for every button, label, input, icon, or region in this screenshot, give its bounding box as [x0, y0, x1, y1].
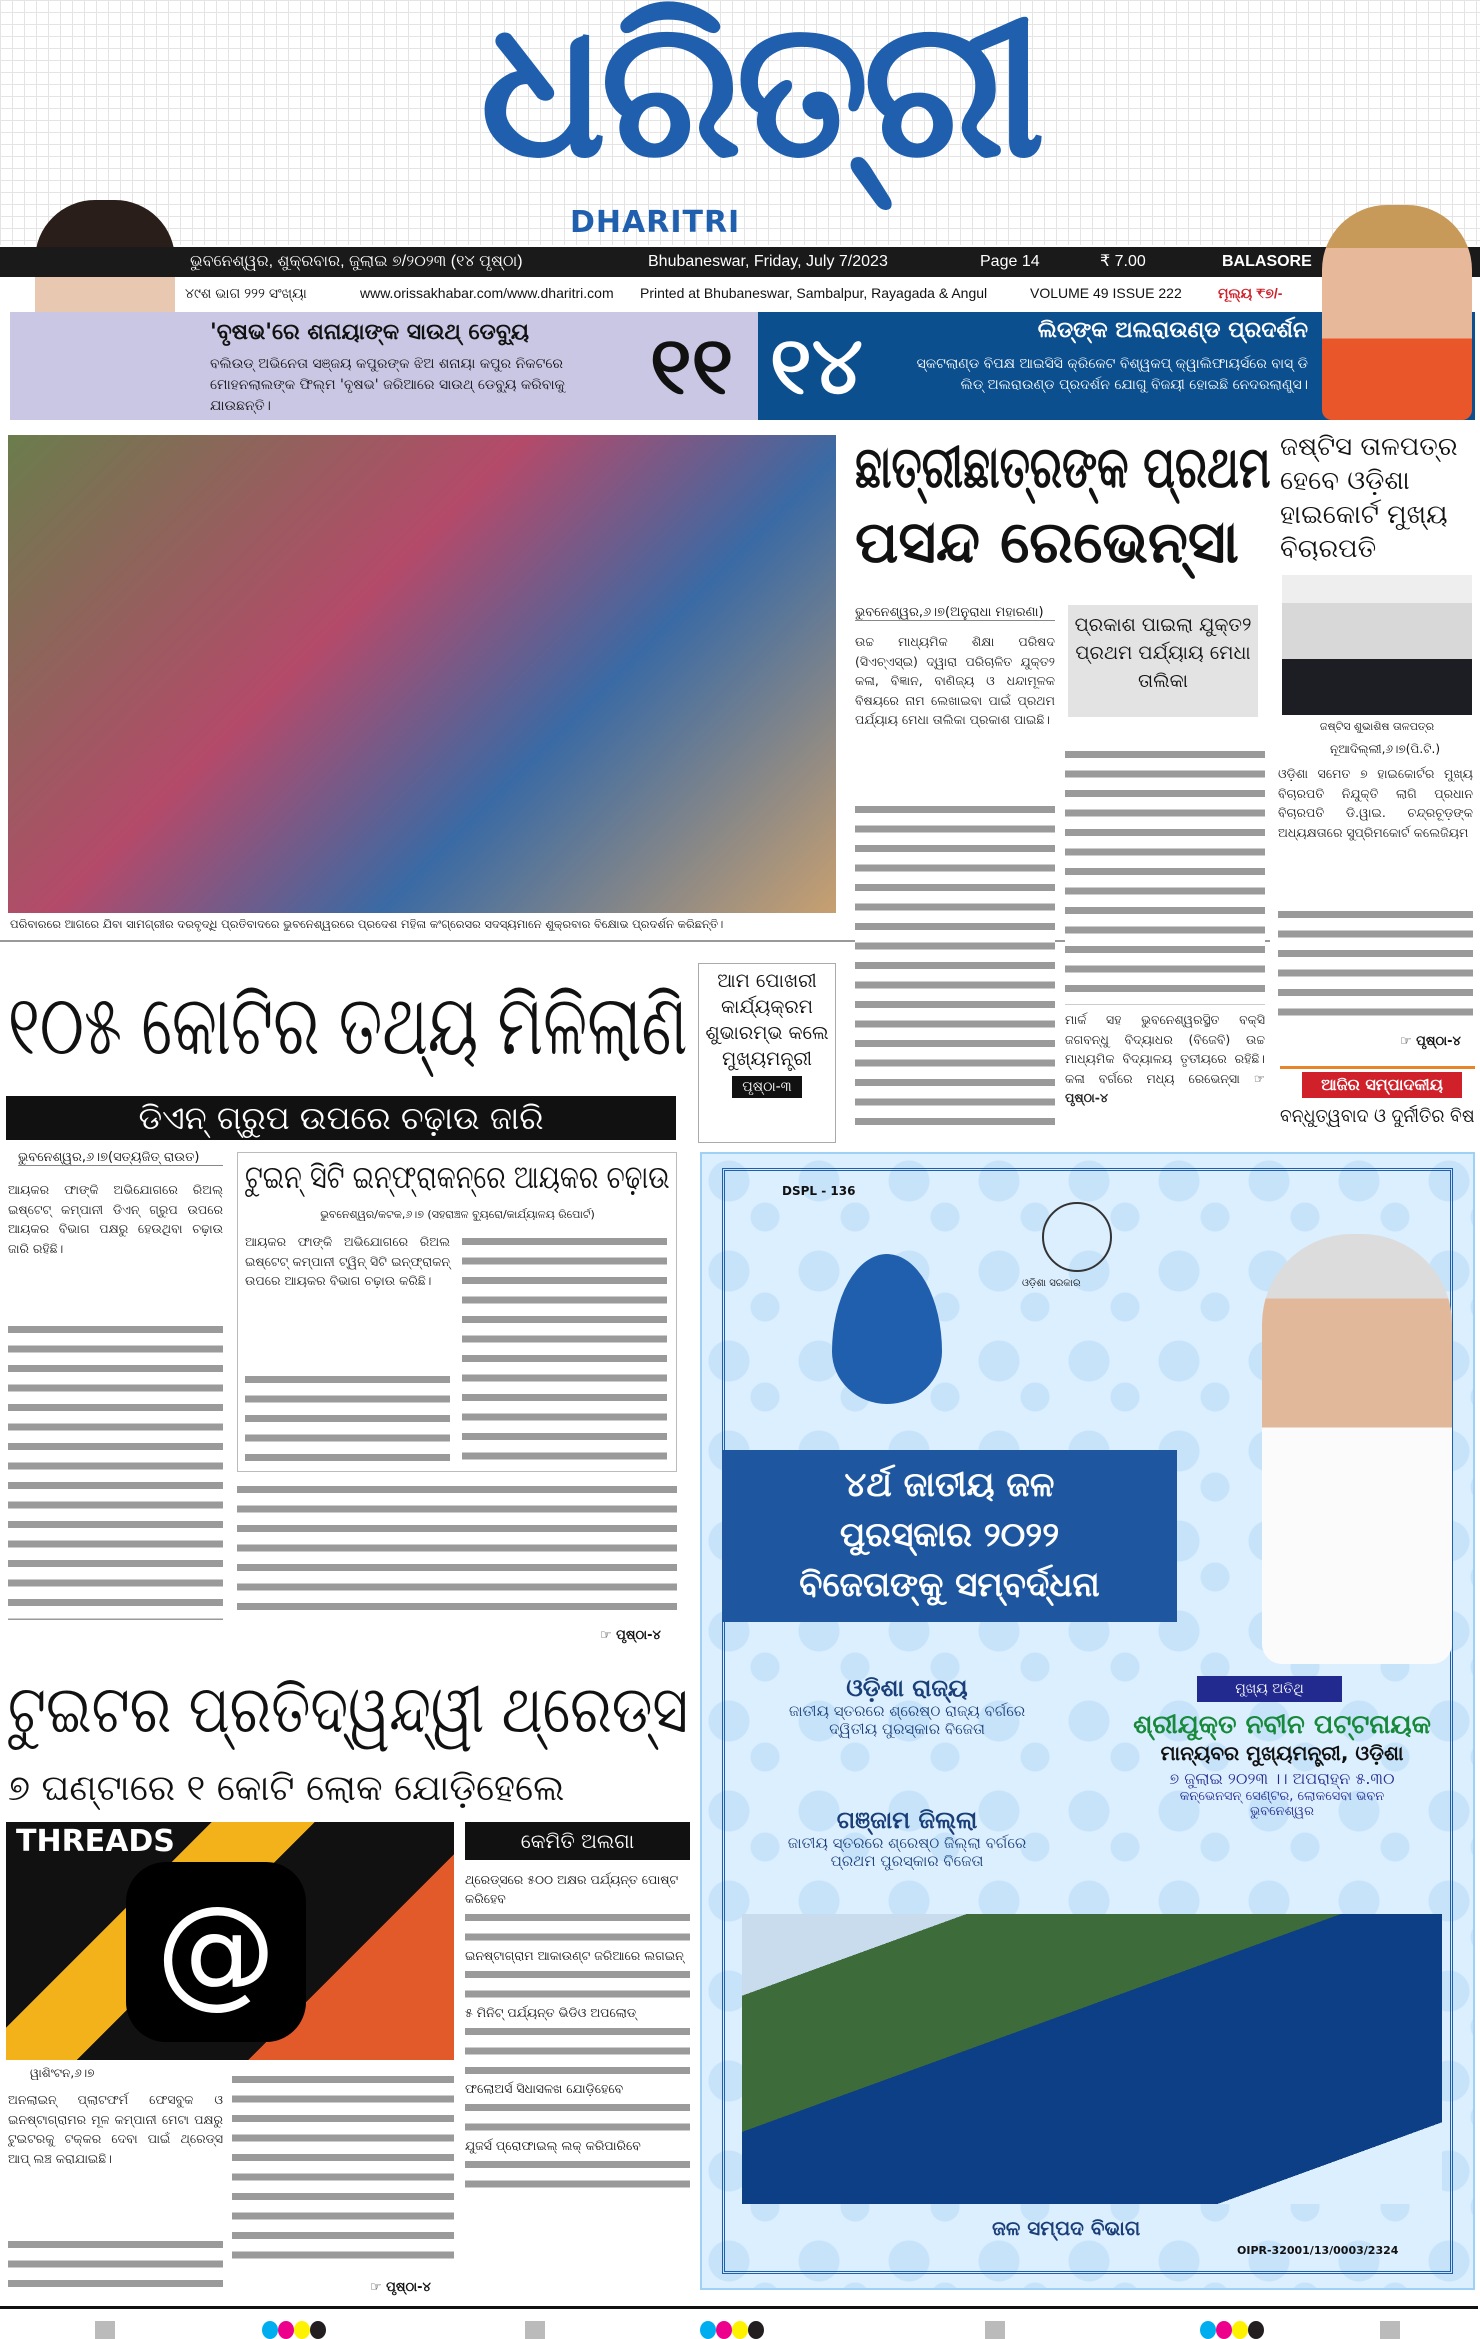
threads-byline: ୱାଶିଂଟନ,୬।୭ — [30, 2066, 95, 2080]
justice-text-cont — [1278, 905, 1473, 1025]
black-dot — [748, 2321, 764, 2339]
printed-at: Printed at Bhubaneswar, Sambalpur, Rayagada & Angul — [640, 285, 988, 301]
lead-text: ଉଚ୍ଚ ମାଧ୍ୟମିକ ଶିକ୍ଷା ପରିଷଦ (ସିଏଚ୍‌ଏସ୍‌ଇ) ଦ୍ୱାରା ପରିଚାଳିତ ଯୁକ୍ତ୨ କଳା, ବିଜ୍ଞାନ, ବାଣିଜ୍ୟ ଓ ଧନ୍ଦାମୂଳକ ବିଷୟରେ ନାମ ଲେଖାଇବା ପାଇଁ ପ୍ରଥମ ପର୍ଯ୍ୟାୟ ମେଧା ତାଲିକା ପ୍ରକାଶ ପାଇଛି। — [855, 634, 1055, 727]
threads-jump-link[interactable]: ☞ ପୃଷ୍ଠା-୪ — [370, 2280, 431, 2295]
sub-text: ଆୟକର ଫାଙ୍କି ଅଭିଯୋଗରେ ରିଅଲ ଇଷ୍ଟେଟ୍ କମ୍ପାନୀ ଟ୍ୱିନ୍ ସିଟି ଇନ୍‌ଫ୍ରାକନ୍ ଉପରେ ଆୟକର ବିଭାଗ ଚଢ଼ାଉ କରିଛି। — [245, 1234, 450, 1288]
threads-bullets: ଥ୍ରେଡ୍ସରେ ୫୦୦ ଅକ୍ଷର ପର୍ଯ୍ୟନ୍ତ ପୋଷ୍ଟ କରିହେବ ଇନଷ୍ଟାଗ୍ରାମ ଆକାଉଣ୍ଟ ଜରିଆରେ ଲଗଇନ୍ ୫ ମିନିଟ୍ ପର୍ଯ୍ୟନ୍ତ ଭିଡିଓ ଅପଲୋଡ୍ ଫଲୋଅର୍ସ ସିଧାସଳଖ ଯୋଡ଼ିହେବେ ଯୁଜର୍ସ ପ୍ରୋଫାଇଲ୍ ଲକ୍ କରିପାରିବେ — [465, 1870, 690, 2193]
justice-photo — [1282, 575, 1472, 715]
side-box-page[interactable]: ପୃଷ୍ଠା-୩ — [732, 1076, 802, 1098]
logo: ଧରିତ୍ରୀ — [480, 0, 1040, 200]
black-dot — [310, 2321, 326, 2339]
banner-left-title: 'ବୃଷଭ'ରେ ଶନାୟାଙ୍କ ସାଉଥ୍ ଡେବ୍ୟୁ — [210, 320, 530, 345]
justice-headline: ଜଷ୍ଟିସ ତାଳପତ୍ର ହେବେ ଓଡ଼ିଶା ହାଇକୋର୍ଟ ମୁଖ୍ୟ ବିଚାରପତି — [1280, 432, 1458, 564]
photo-caption: ପରିବାରରେ ଆଗରେ ଯିବା ସାମଗ୍ରୀର ଦରବୃଦ୍ଧି ପ୍ରତିବାଦରେ ଭୁବନେଶ୍ୱରରେ ପ୍ରଦେଶ ମହିଳା କଂଗ୍ରେସର ସଦସ୍ୟମାନେ ଶୁକ୍ରବାର ବିକ୍ଷୋଭ ପ୍ରଦର୍ଶନ କରିଛନ୍ତି। — [10, 917, 724, 931]
yellow-dot — [1232, 2321, 1248, 2339]
odia-date: ଭୁବନେଶ୍ୱର, ଶୁକ୍ରବାର, ଜୁଲାଇ ୭/୨୦୨୩ (୧୪ ପୃଷ୍ଠା) — [190, 253, 523, 270]
threads-logo-icon: @ — [126, 1862, 306, 2042]
side-box[interactable]: ଆମ ପୋଖରୀ କାର୍ଯ୍ୟକ୍ରମ ଶୁଭାରମ୍ଭ କଲେ ମୁଖ୍ୟମନ୍ତ୍ରୀ ପୃଷ୍ଠା-୩ — [698, 963, 836, 1143]
second-text-cont — [8, 1320, 223, 1620]
editorial-title[interactable]: ବନ୍ଧୁତ୍ୱବାଦ ଓ ଦୁର୍ନୀତିର ବିଷ — [1280, 1105, 1475, 1127]
odisha-emblem — [1042, 1202, 1112, 1272]
justice-text: ଓଡ଼ିଶା ସମେତ ୭ ହାଇକୋର୍ଟର ମୁଖ୍ୟ ବିଚାରପତି ନିଯୁକ୍ତି ଲାଗି ପ୍ରଧାନ ବିଚାରପତି ଡି.ୱାଇ. ଚନ୍ଦ୍ରଚୂଡ଼ଙ୍କ ଅଧ୍ୟକ୍ଷତାରେ ସୁପ୍ରିମକୋର୍ଟ କଲେଜିୟମ — [1278, 766, 1473, 840]
magenta-dot — [1216, 2321, 1232, 2339]
second-text: ଆୟକର ଫାଙ୍କି ଅଭିଯୋଗରେ ରିଅଲ୍ ଇଷ୍ଟେଟ୍ କମ୍ପାନୀ ଡିଏନ୍ ଗ୍ରୁପ ଉପରେ ଆୟକର ବିଭାଗ ପକ୍ଷରୁ ହେଉଥିବା ଚଢ଼ାଉ ଜାରି ରହିଛି। — [8, 1182, 223, 1256]
justice-jump-link[interactable]: ☞ ପୃଷ୍ଠା-୪ — [1400, 1034, 1461, 1049]
threads-text-col2 — [232, 2070, 454, 2270]
banner-left[interactable] — [10, 312, 758, 420]
logo-english: DHARITRI — [570, 205, 741, 240]
dateline-bar — [0, 247, 1480, 277]
registration-mark — [1380, 2321, 1400, 2339]
lead-jump-link[interactable]: ☞ ପୃଷ୍ଠା-୪ — [1065, 1070, 1265, 1105]
banner-right-page: ୧୪ — [770, 319, 863, 412]
second-headline: ୧୦୫ କୋଟିର ତଥ୍ୟ ମିଳିଲାଣି — [8, 976, 688, 1074]
advertisement[interactable] — [700, 1152, 1475, 2290]
yellow-dot — [732, 2321, 748, 2339]
lead-text-cont — [855, 800, 1055, 1130]
lead-text-col2 — [1065, 745, 1265, 1005]
threads-image-text: THREADS — [16, 1824, 175, 1859]
lead-byline: ଭୁବନେଶ୍ୱର,୬।୭(ଅନୁରାଧା ମହାରଣା) — [855, 605, 1055, 621]
sub-text-cont — [245, 1370, 450, 1465]
banner-right-title: ଲିଡ୍‌ଙ୍କ ଅଲରାଉଣ୍ଡ ପ୍ରଦର୍ଶନ — [1037, 318, 1308, 343]
english-date: Bhubaneswar, Friday, July 7/2023 — [648, 253, 888, 270]
cyan-dot — [1200, 2321, 1216, 2339]
sub-byline: ଭୁବନେଶ୍ୱର/କଟକ,୬।୭ (ସହରାଞ୍ଚଳ ବ୍ୟୁରୋ/କାର୍ଯ୍ୟାଳୟ ରିପୋର୍ଟ) — [320, 1208, 595, 1221]
ad-oipr: OIPR-32001/13/0003/2324 — [1237, 2244, 1399, 2257]
page-number: Page 14 — [980, 253, 1040, 270]
threads-subhead: ୭ ଘଣ୍ଟାରେ ୧ କୋଟି ଲୋକ ଯୋଡ଼ିହେଲେ — [8, 1768, 565, 1809]
registration-mark — [95, 2321, 115, 2339]
editorial-label: ଆଜିର ସମ୍ପାଦକୀୟ — [1302, 1072, 1462, 1098]
threads-image — [6, 1822, 454, 2060]
threads-text-cont — [8, 2235, 223, 2295]
lead-headline: ଛାତ୍ରୀଛାତ୍ରଙ୍କ ପ୍ରଥମ ପସନ୍ଦ ରେଭେନ୍ସା — [855, 433, 1271, 576]
lead-tail: ମାର୍କ ସହ ଭୁବନେଶ୍ୱରସ୍ଥିତ ବକ୍ସି ଜଗବନ୍ଧୁ ବିଦ୍ୟାଧର (ବିଜେବି) ଉଚ୍ଚ ମାଧ୍ୟମିକ ବିଦ୍ୟାଳୟ ତୃତୀୟରେ ରହିଛି। କଳା ବର୍ଗରେ ମଧ୍ୟ ରେଭେନ୍ସା ☞ ପୃଷ୍ଠା-୪ — [1065, 1012, 1265, 1105]
price: ₹ 7.00 — [1100, 253, 1146, 270]
threads-text: ଅନଲାଇନ୍ ପ୍ଲାଟଫର୍ମ ଫେସବୁକ ଓ ଇନଷ୍ଟାଗ୍ରାମର ମୂଳ କମ୍ପାନୀ ମେଟା ପକ୍ଷରୁ ଟୁଇଟରକୁ ଟକ୍କର ଦେବା ପାଇଁ ଥ୍ରେଡ୍ସ ଆପ୍ ଲଞ୍ଚ କରାଯାଇଛି। — [8, 2092, 223, 2166]
ad-guest: ଶ୍ରୀଯୁକ୍ତ ନବୀନ ପଟ୍ଟନାୟକ ମାନ୍ୟବର ମୁଖ୍ୟମନ୍ତ୍ରୀ, ଓଡ଼ିଶା ୭ ଜୁଲାଇ ୨୦୨୩ ।। ଅପରାହ୍ନ ୫.୩୦ କନ୍‌ଭେନସନ୍ ସେଣ୍ଟର, ଲୋକସେବା ଭବନ ଭୁବନେଶ୍ୱର — [1133, 1710, 1431, 1819]
chief-minister-photo — [1262, 1234, 1452, 1664]
banner-left-text: ବଲିଉଡ୍ ଅଭିନେତା ସଞ୍ଜୟ କପୁରଙ୍କ ଝିଅ ଶନାୟା କପୁର ନିକଟରେ ମୋହନଲାଲଙ୍କ ଫିଲ୍ମ 'ବୃଷଭ' ଜରିଆରେ ସାଉଥ୍ ଡେବ୍ୟୁ କରିବାକୁ ଯାଉଛନ୍ତି। — [210, 356, 565, 414]
threads-headline: ଟୁଇଟର ପ୍ରତିଦ୍ୱନ୍ଦ୍ୱୀ ଥ୍ରେଡ୍ସ — [8, 1671, 689, 1748]
volume: VOLUME 49 ISSUE 222 — [1030, 285, 1182, 301]
divider — [1280, 1066, 1475, 1069]
magenta-dot — [716, 2321, 732, 2339]
yellow-dot — [294, 2321, 310, 2339]
registration-mark — [525, 2321, 545, 2339]
info-line — [0, 278, 1480, 308]
protest-photo — [8, 435, 836, 913]
ad-govt: ଓଡ଼ିଶା ସରକାର — [1022, 1278, 1081, 1289]
ad-department: ଜଳ ସମ୍ପଦ ବିଭାଗ — [992, 2216, 1141, 2240]
second-byline: ଭୁବନେଶ୍ୱର,୬।୭(ସତ୍ୟଜିତ୍ ରାଉତ) — [18, 1150, 223, 1166]
cricketer-photo — [1322, 205, 1472, 420]
website: www.orissakhabar.com/www.dharitri.com — [360, 285, 614, 301]
sub-headline: ଟୁଇନ୍ ସିଟି ଇନ୍‌ଫ୍ରାକନ୍‌ରେ ଆୟକର ଚଢ଼ାଉ — [245, 1158, 670, 1196]
magenta-dot — [278, 2321, 294, 2339]
justice-caption: ଜଷ୍ଟିସ ଶୁଭାଶିଷ ତାଳପତ୍ର — [1319, 720, 1435, 733]
banner-right-text: ସ୍କଟଲାଣ୍ଡ ବିପକ୍ଷ ଆଇସିସି କ୍ରିକେଟ ବିଶ୍ୱକପ୍ କ୍ୱାଲିଫାୟର୍ସରେ ବାସ୍ ଡି ଲିଡ୍ ଅଲରାଉଣ୍ଡ ପ୍ରଦର୍ଶନ ଯୋଗୁ ବିଜୟୀ ହୋଇଛି ନେଦରଲାଣ୍ଡ୍ସ। — [916, 356, 1308, 393]
black-dot — [1248, 2321, 1264, 2339]
ad-state: ଓଡ଼ିଶା ରାଜ୍ୟ ଜାତୀୟ ସ୍ତରରେ ଶ୍ରେଷ୍ଠ ରାଜ୍ୟ ବର୍ଗରେ ଦ୍ୱିତୀୟ ପୁରସ୍କାର ବିଜେତା — [788, 1674, 1026, 1738]
second-text-bottom — [237, 1480, 677, 1620]
second-jump-link[interactable]: ☞ ପୃଷ୍ଠା-୪ — [600, 1628, 661, 1643]
price-odia: ମୂଲ୍ୟ ₹୭/- — [1218, 285, 1283, 301]
cyan-dot — [262, 2321, 278, 2339]
justice-byline: ନୂଆଦିଲ୍ଲୀ,୬।୭(ପି.ଟି.) — [1330, 742, 1441, 756]
cyan-dot — [700, 2321, 716, 2339]
ad-district: ଗଞ୍ଜାମ ଜିଲ୍ଲା ଜାତୀୟ ସ୍ତରରେ ଶ୍ରେଷ୍ଠ ଜିଲ୍ଲା ବର୍ଗରେ ପ୍ରଥମ ପୁରସ୍କାର ବିଜେତା — [787, 1806, 1027, 1870]
reservoir-photo — [742, 1914, 1442, 2204]
registration-mark — [985, 2321, 1005, 2339]
ad-guest-label: ମୁଖ୍ୟ ଅତିଥି — [1197, 1676, 1342, 1702]
banner-left-page: ୧୧ — [650, 319, 734, 412]
issue-odia: ୪୯ଶ ଭାଗ ୨୨୨ ସଂଖ୍ୟା — [185, 285, 307, 301]
sub-text-col2 — [462, 1232, 667, 1462]
bottom-rule — [0, 2306, 1478, 2309]
ad-code: DSPL - 136 — [782, 1184, 856, 1198]
edition: BALASORE — [1222, 253, 1312, 270]
ad-title: ୪ର୍ଥ ଜାତୀୟ ଜଳ ପୁରସ୍କାର ୨୦୨୨ ବିଜେତାଙ୍କୁ ସମ୍ବର୍ଦ୍ଧନା — [722, 1450, 1177, 1622]
second-subhead: ଡିଏନ୍ ଗ୍ରୁପ ଉପରେ ଚଢ଼ାଉ ଜାରି — [6, 1096, 676, 1140]
threads-box-title: କେମିତି ଅଲଗା — [465, 1822, 690, 1860]
lead-highlight-box: ପ୍ରକାଶ ପାଇଲା ଯୁକ୍ତ୨ ପ୍ରଥମ ପର୍ଯ୍ୟାୟ ମେଧା ତାଲିକା — [1068, 605, 1258, 717]
